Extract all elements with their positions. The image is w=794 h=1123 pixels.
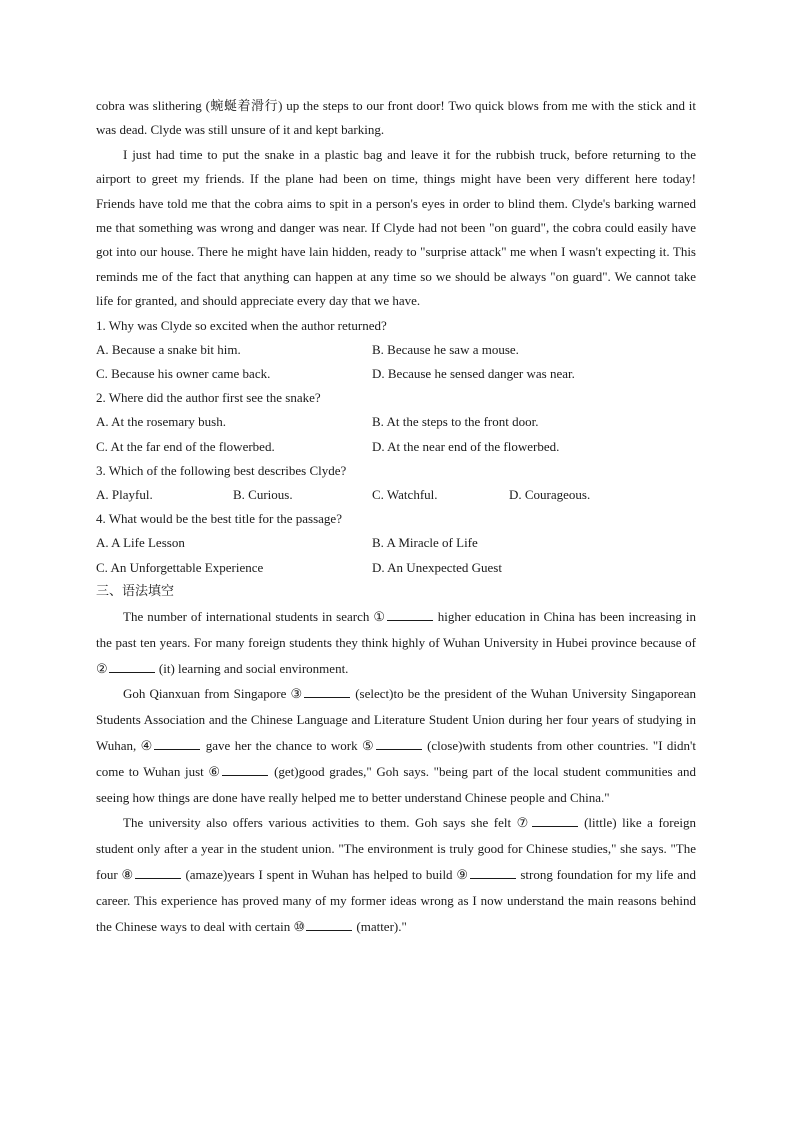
- question-2: [96, 386, 696, 459]
- reading-paragraph-2: I just had time to put the snake in a plastic bag and leave it for the rubbish truck, before returning to the airport to greet my friends. If the plane had been on time, things might have been very different here today! Friends have told me that the cobra aims to spit in a person's eyes in order to blind them. Clyde's barking warned me that something was wrong and danger was near. If Clyde had not been "on guard", the cobra could easily have got into our house. There he might have lain hidden, ready to "surprise attack" me when I wasn't expecting it. This reminds me of the fact that anything can happen at any time so we should be always "on guard". We cannot take life for granted, and should appreciate every day that we have.: [96, 146, 696, 309]
- cloze-paragraph-1: [96, 604, 700, 681]
- section-title: 三、语法填空: [96, 583, 175, 599]
- question-options: [96, 410, 696, 458]
- blank-9[interactable]: [470, 866, 516, 879]
- option-d[interactable]: D. An Unexpected Guest: [372, 559, 502, 575]
- option-d[interactable]: D. At the near end of the flowerbed.: [372, 438, 560, 454]
- question-stem: 4. What would be the best title for the passage?: [96, 511, 342, 527]
- cloze-text: strong foundation for my life and career. This experience has proved many of my former ideas wrong as I now understand the main reasons behind the Chinese ways to deal with certain ⑩: [96, 867, 700, 934]
- blank-3[interactable]: [304, 685, 350, 698]
- cloze-text: (select)to be the president of the Wuhan University Singaporean Students Association and the Chinese Language and Literature Student Union during her four years of studying in Wuhan, ④: [96, 686, 700, 754]
- cloze-text: (little) like a foreign student only after a year in the student union. "The environment is truly good for Chinese studies," she says. "The four ⑧: [96, 815, 700, 883]
- blank-7[interactable]: [532, 814, 578, 827]
- option-b[interactable]: B. Curious.: [233, 487, 293, 503]
- question-options: [96, 338, 696, 386]
- option-b[interactable]: B. A Miracle of Life: [372, 535, 478, 551]
- document-content: [96, 94, 700, 939]
- blank-1[interactable]: [387, 608, 433, 621]
- question-4: [96, 507, 696, 580]
- blank-5[interactable]: [376, 737, 422, 750]
- cloze-text: (get)good grades," Goh says. "being part of the local student communities and seeing how things are done have really helped me to better understand Chinese people and China.": [96, 763, 700, 805]
- blank-2[interactable]: [109, 660, 155, 673]
- option-a[interactable]: A. Because a snake bit him.: [96, 341, 241, 357]
- option-c[interactable]: C. Because his owner came back.: [96, 366, 271, 382]
- cloze-paragraph-3: [96, 810, 700, 939]
- option-c[interactable]: C. An Unforgettable Experience: [96, 559, 264, 575]
- blank-6[interactable]: [222, 763, 268, 776]
- blank-8[interactable]: [135, 866, 181, 879]
- cloze-text: (it) learning and social environment.: [155, 660, 349, 676]
- option-a[interactable]: A. At the rosemary bush.: [96, 414, 226, 430]
- question-options: [96, 483, 696, 507]
- question-stem: 2. Where did the author first see the snake?: [96, 390, 321, 406]
- question-stem: 3. Which of the following best describes Clyde?: [96, 462, 347, 478]
- option-b[interactable]: B. At the steps to the front door.: [372, 414, 539, 430]
- option-d[interactable]: D. Courageous.: [509, 487, 591, 503]
- question-3: [96, 459, 696, 507]
- cloze-paragraph-2: [96, 681, 700, 810]
- question-1: [96, 314, 696, 387]
- cloze-text: higher education in China has been increasing in the past ten years. For many foreign students they think highly of Wuhan University in Hubei province because of ②: [96, 609, 700, 676]
- cloze-text: (close)with students from other countries. "I didn't come to Wuhan just ⑥: [96, 738, 700, 779]
- cloze-text: Goh Qianxuan from Singapore ③: [123, 686, 304, 702]
- cloze-text: gave her the chance to work ⑤: [201, 738, 375, 754]
- reading-paragraph-1: cobra was slithering (蜿蜒着滑行) up the steps to our front door! Two quick blows from me with the stick and it was dead. Clyde was still unsure of it and kept barking.: [96, 98, 696, 138]
- cloze-text: The number of international students in search ①: [123, 609, 386, 625]
- option-c[interactable]: C. Watchful.: [372, 487, 438, 503]
- option-a[interactable]: A. Playful.: [96, 487, 153, 503]
- option-d[interactable]: D. Because he sensed danger was near.: [372, 366, 575, 382]
- cloze-text: The university also offers various activities to them. Goh says she felt ⑦: [123, 815, 531, 831]
- blank-4[interactable]: [154, 737, 200, 750]
- question-options: [96, 531, 696, 579]
- cloze-text: (matter).": [353, 918, 407, 934]
- option-a[interactable]: A. A Life Lesson: [96, 535, 185, 551]
- blank-10[interactable]: [306, 918, 352, 931]
- question-stem: 1. Why was Clyde so excited when the author returned?: [96, 317, 387, 333]
- cloze-passage: [96, 604, 700, 939]
- option-b[interactable]: B. Because he saw a mouse.: [372, 341, 519, 357]
- option-c[interactable]: C. At the far end of the flowerbed.: [96, 438, 275, 454]
- cloze-text: (amaze)years I spent in Wuhan has helped to build ⑨: [181, 867, 469, 883]
